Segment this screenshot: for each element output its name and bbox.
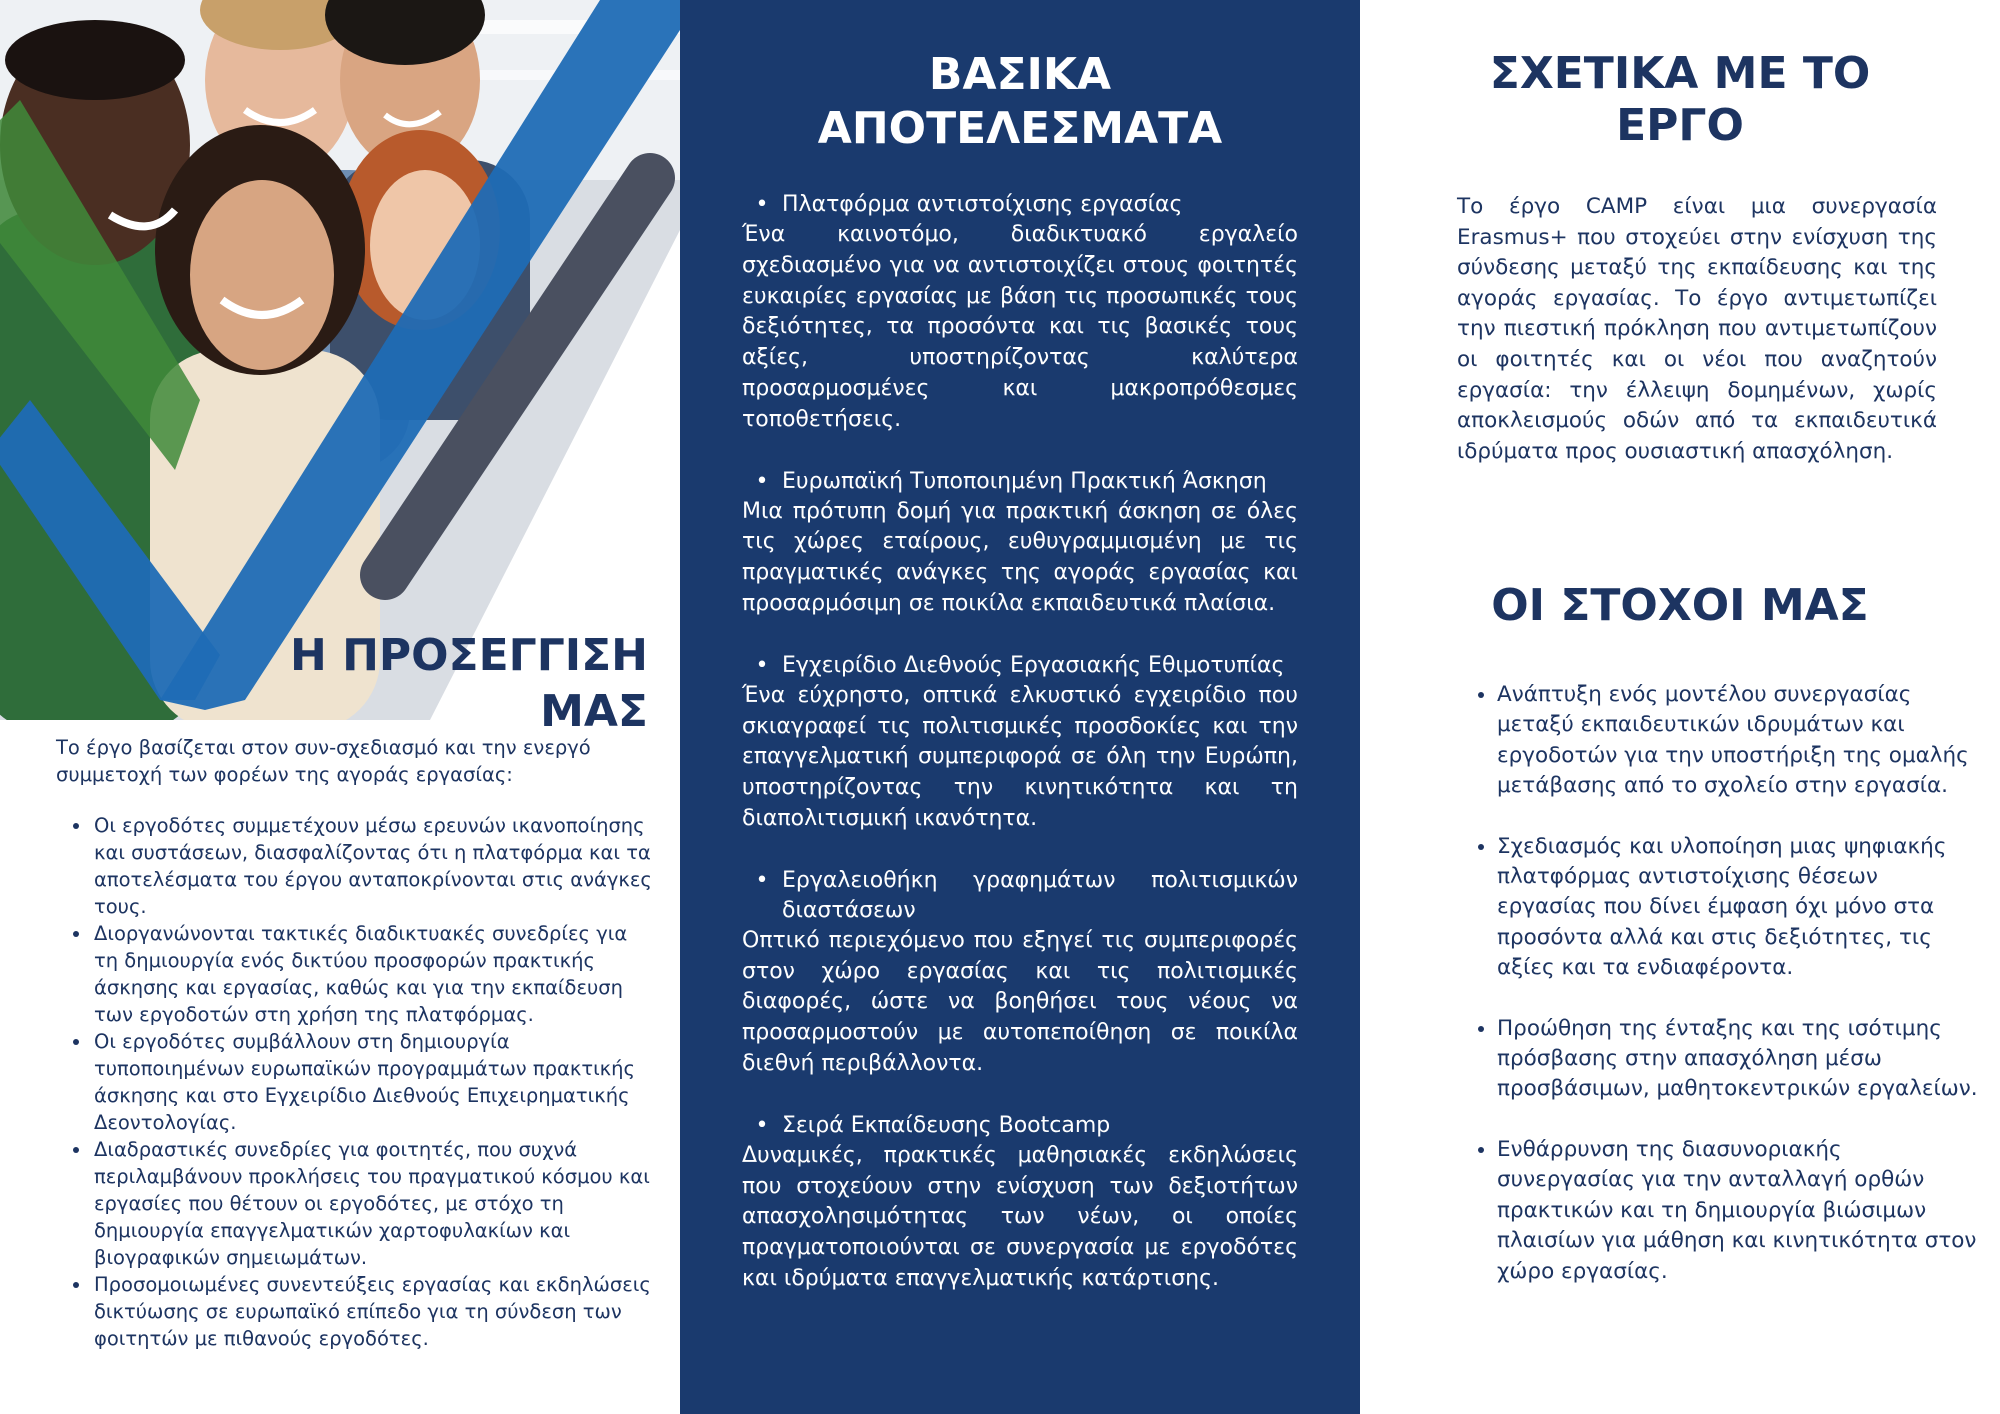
bullet-icon: • — [755, 652, 769, 678]
result-item — [742, 651, 1298, 835]
about-text: Το έργο CAMP είναι μια συνεργασία Erasmus+ που στοχεύει στην ενίσχυση της σύνδεσης μεταξύ της εκπαίδευσης και της αγοράς εργασίας. Το έργο αντιμετωπίζει την πιεστική πρόκληση που αντιμετωπίζουν οι φοιτητές και οι νέοι που αναζητούν εργασία: την έλλειψη δομημένων, χωρίς αποκλεισμούς οδών από τα εκπαιδευτικά ιδρύματα προς ουσιαστική απασχόληση. — [1457, 194, 1937, 464]
result-description: Μια πρότυπη δομή για πρακτική άσκηση σε όλες τις χώρες εταίρους, ευθυγραμμισμένη με τις πραγματικές ανάγκες της αγοράς εργασίας και προσαρμόσιμη σε ποικίλα εκπαιδευτικά πλαίσια. — [742, 498, 1298, 616]
result-item — [742, 866, 1298, 1080]
result-item — [742, 467, 1298, 620]
result-title: Εγχειρίδιο Διεθνούς Εργασιακής Εθιμοτυπίας — [782, 652, 1285, 678]
list-item: • Ανάπτυξη ενός μοντέλου συνεργασίας μεταξύ εκπαιδευτικών ιδρυμάτων και εργοδοτών για την υποστήριξη της ομαλής μετάβασης από το σχολείο στην εργασία. — [1497, 680, 1983, 802]
result-title: Εργαλειοθήκη γραφημάτων πολιτισμικών διαστάσεων — [782, 867, 1298, 923]
list-item: • Διαδραστικές συνεδρίες για φοιτητές, που συχνά περιλαμβάνουν προκλήσεις του πραγματικού κόσμου και εργασίες που θέτουν οι εργοδότες, με στόχο τη δημιουργία επαγγελματικών χαρτοφυλακίων και βιογραφικών σημειωμάτων. — [92, 1136, 652, 1271]
result-description: Οπτικό περιεχόμενο που εξηγεί τις συμπεριφορές στον χώρο εργασίας και τις πολιτισμικές διαφορές, ώστε να βοηθήσει τους νέους να προσαρμοστούν με αυτοπεποίθηση σε ποικίλα διεθνή περιβάλλοντα. — [742, 927, 1298, 1076]
approach-heading-line1: Η ΠΡΟΣΕΓΓΙΣΗ — [289, 630, 648, 681]
approach-heading — [218, 628, 648, 740]
left-panel — [0, 0, 680, 1414]
result-title: Πλατφόρμα αντιστοίχισης εργασίας — [782, 192, 1183, 217]
list-item: • Προσομοιωμένες συνεντεύξεις εργασίας και εκδηλώσεις δικτύωσης σε ευρωπαϊκό επίπεδο για τη σύνδεση των φοιτητών με πιθανούς εργοδότες. — [92, 1271, 652, 1352]
bullet-icon: • — [755, 192, 769, 217]
middle-panel — [680, 0, 1360, 1414]
students-photo — [0, 0, 680, 720]
results-heading — [680, 48, 1360, 156]
result-item — [742, 190, 1298, 436]
list-item: • Οι εργοδότες συμμετέχουν μέσω ερευνών ικανοποίησης και συστάσεων, διασφαλίζοντας ότι η πλατφόρμα και τα αποτελέσματα του έργου ανταποκρίνονται στις ανάγκες τους. — [92, 812, 652, 920]
results-heading-line2: ΑΠΟΤΕΛΕΣΜΑΤΑ — [817, 103, 1223, 154]
about-heading-line1: ΣΧΕΤΙΚΑ ΜΕ ΤΟ — [1489, 48, 1871, 99]
result-description: Ένα εύχρηστο, οπτικά ελκυστικό εγχειρίδιο που σκιαγραφεί τις πολιτισμικές προσδοκίες και την επαγγελματική συμπεριφορά σε όλη την Ευρώπη, υποστηρίζοντας την κινητικότητα και τη διαπολιτισμική ικανότητα. — [742, 682, 1298, 831]
results-list — [742, 190, 1298, 1326]
photo-illustration — [0, 0, 680, 720]
approach-list — [56, 812, 652, 1352]
list-item: • Ενθάρρυνση της διασυνοριακής συνεργασίας για την ανταλλαγή ορθών πρακτικών και τη δημιουργία βιώσιμων πλαισίων για μάθηση και κινητικότητα στον χώρο εργασίας. — [1497, 1135, 1983, 1287]
approach-intro: Το έργο βασίζεται στον συν-σχεδιασμό και την ενεργό συμμετοχή των φορέων της αγοράς εργασίας: — [56, 736, 591, 786]
list-item: • Προώθηση της ένταξης και της ισότιμης πρόσβασης στην απασχόληση μέσω προσβάσιμων, μαθητοκεντρικών εργαλείων. — [1497, 1014, 1983, 1105]
bullet-icon: • — [755, 1112, 769, 1138]
result-item — [742, 1111, 1298, 1295]
bullet-icon: • — [755, 468, 769, 494]
list-item: • Σχεδιασμός και υλοποίηση μιας ψηφιακής πλατφόρμας αντιστοίχισης θέσεων εργασίας που δίνει έμφαση όχι μόνο στα προσόντα αλλά και στις δεξιότητες, τις αξίες και τα ενδιαφέροντα. — [1497, 832, 1983, 984]
goals-list — [1457, 680, 1983, 1317]
results-heading-line1: ΒΑΣΙΚΑ — [928, 49, 1112, 100]
result-title: Σειρά Εκπαίδευσης Bootcamp — [782, 1112, 1111, 1138]
goals-heading: ΟΙ ΣΤΟΧΟΙ ΜΑΣ — [1491, 580, 1869, 631]
result-title: Ευρωπαϊκή Τυποποιημένη Πρακτική Άσκηση — [782, 468, 1267, 494]
right-panel — [1360, 0, 2000, 1414]
result-description: Ένα καινοτόμο, διαδικτυακό εργαλείο σχεδιασμένο για να αντιστοιχίζει στους φοιτητές ευκαιρίες εργασίας με βάση τις προσωπικές τους δεξιότητες, τα προσόντα και τις βασικές τους αξίες, υποστηρίζοντας καλύτερα προσαρμοσμένες και μακροπρόθεσμες τοποθετήσεις. — [742, 222, 1298, 432]
about-heading — [1360, 48, 2000, 152]
list-item: • Διοργανώνονται τακτικές διαδικτυακές συνεδρίες για τη δημιουργία ενός δικτύου προσφορών πρακτικής άσκησης και εργασίας, καθώς και για την εκπαίδευση των εργοδοτών στη χρήση της πλατφόρμας. — [92, 920, 652, 1028]
approach-heading-line2: ΜΑΣ — [540, 686, 648, 737]
bullet-icon: • — [755, 867, 769, 893]
about-heading-line2: ΕΡΓΟ — [1616, 100, 1744, 151]
list-item: • Οι εργοδότες συμβάλλουν στη δημιουργία τυποποιημένων ευρωπαϊκών προγραμμάτων πρακτικής άσκησης και στο Εγχειρίδιο Διεθνούς Επιχειρηματικής Δεοντολογίας. — [92, 1028, 652, 1136]
result-description: Δυναμικές, πρακτικές μαθησιακές εκδηλώσεις που στοχεύουν στην ενίσχυση των δεξιοτήτων απασχολησιμότητας των νέων, οι οποίες πραγματοποιούνται σε συνεργασία με εργοδότες και ιδρύματα επαγγελματικής κατάρτισης. — [742, 1142, 1298, 1291]
